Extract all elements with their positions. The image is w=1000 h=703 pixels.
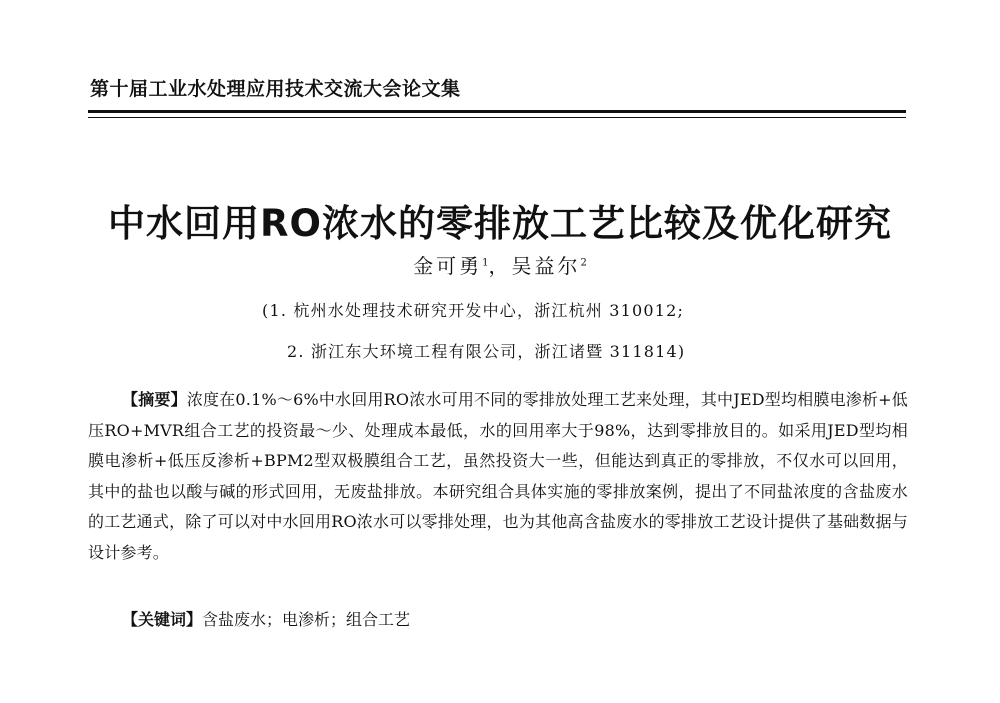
keywords-text: 含盐废水；电渗析；组合工艺 bbox=[202, 610, 411, 629]
paper-title: 中水回用RO浓水的零排放工艺比较及优化研究 bbox=[108, 202, 892, 245]
author-affiliation-mark: 2 bbox=[580, 257, 587, 269]
keywords bbox=[122, 607, 410, 630]
header-rule-thin bbox=[88, 117, 906, 118]
abstract-text: 浓度在0.1%～6%中水回用RO浓水可用不同的零排放处理工艺来处理，其中JED型均相膜电渗析+低压RO+MVR组合工艺的投资最～少、处理成本最低，水的回用率大于98%，达到零排放目的。如采用JED型均相膜电渗析+低压反渗析+BPM2型双极膜组合工艺，虽然投资大一些，但能达到真正的零排放，不仅水可以回用，其中的盐也以酸与碱的形式回用，无废盐排放。本研究组合具体实施的零排放案例，提出了不同盐浓度的含盐废水的工艺通式，除了可以对中水回用RO浓水可以零排处理，也为其他高含盐废水的零排放工艺设计提供了基础数据与设计参考。 bbox=[88, 390, 908, 562]
keywords-label: 【关键词】 bbox=[122, 610, 203, 629]
affiliation-2: 2. 浙江东大环境工程有限公司，浙江诸暨 311814) bbox=[287, 342, 686, 361]
abstract-label: 【摘要】 bbox=[122, 390, 187, 409]
author-name: 金可勇 bbox=[413, 254, 483, 278]
author-name: 吴益尔 bbox=[511, 254, 581, 278]
author-line bbox=[0, 250, 1000, 279]
author-separator: ， bbox=[488, 254, 512, 278]
header-rule-thick bbox=[88, 110, 906, 113]
abstract bbox=[88, 385, 908, 568]
affiliation-1: (1. 杭州水处理技术研究开发中心，浙江杭州 310012; bbox=[262, 301, 685, 320]
running-header: 第十届工业水处理应用技术交流大会论文集 bbox=[90, 78, 461, 100]
author-affiliation-mark: 1 bbox=[482, 257, 489, 269]
